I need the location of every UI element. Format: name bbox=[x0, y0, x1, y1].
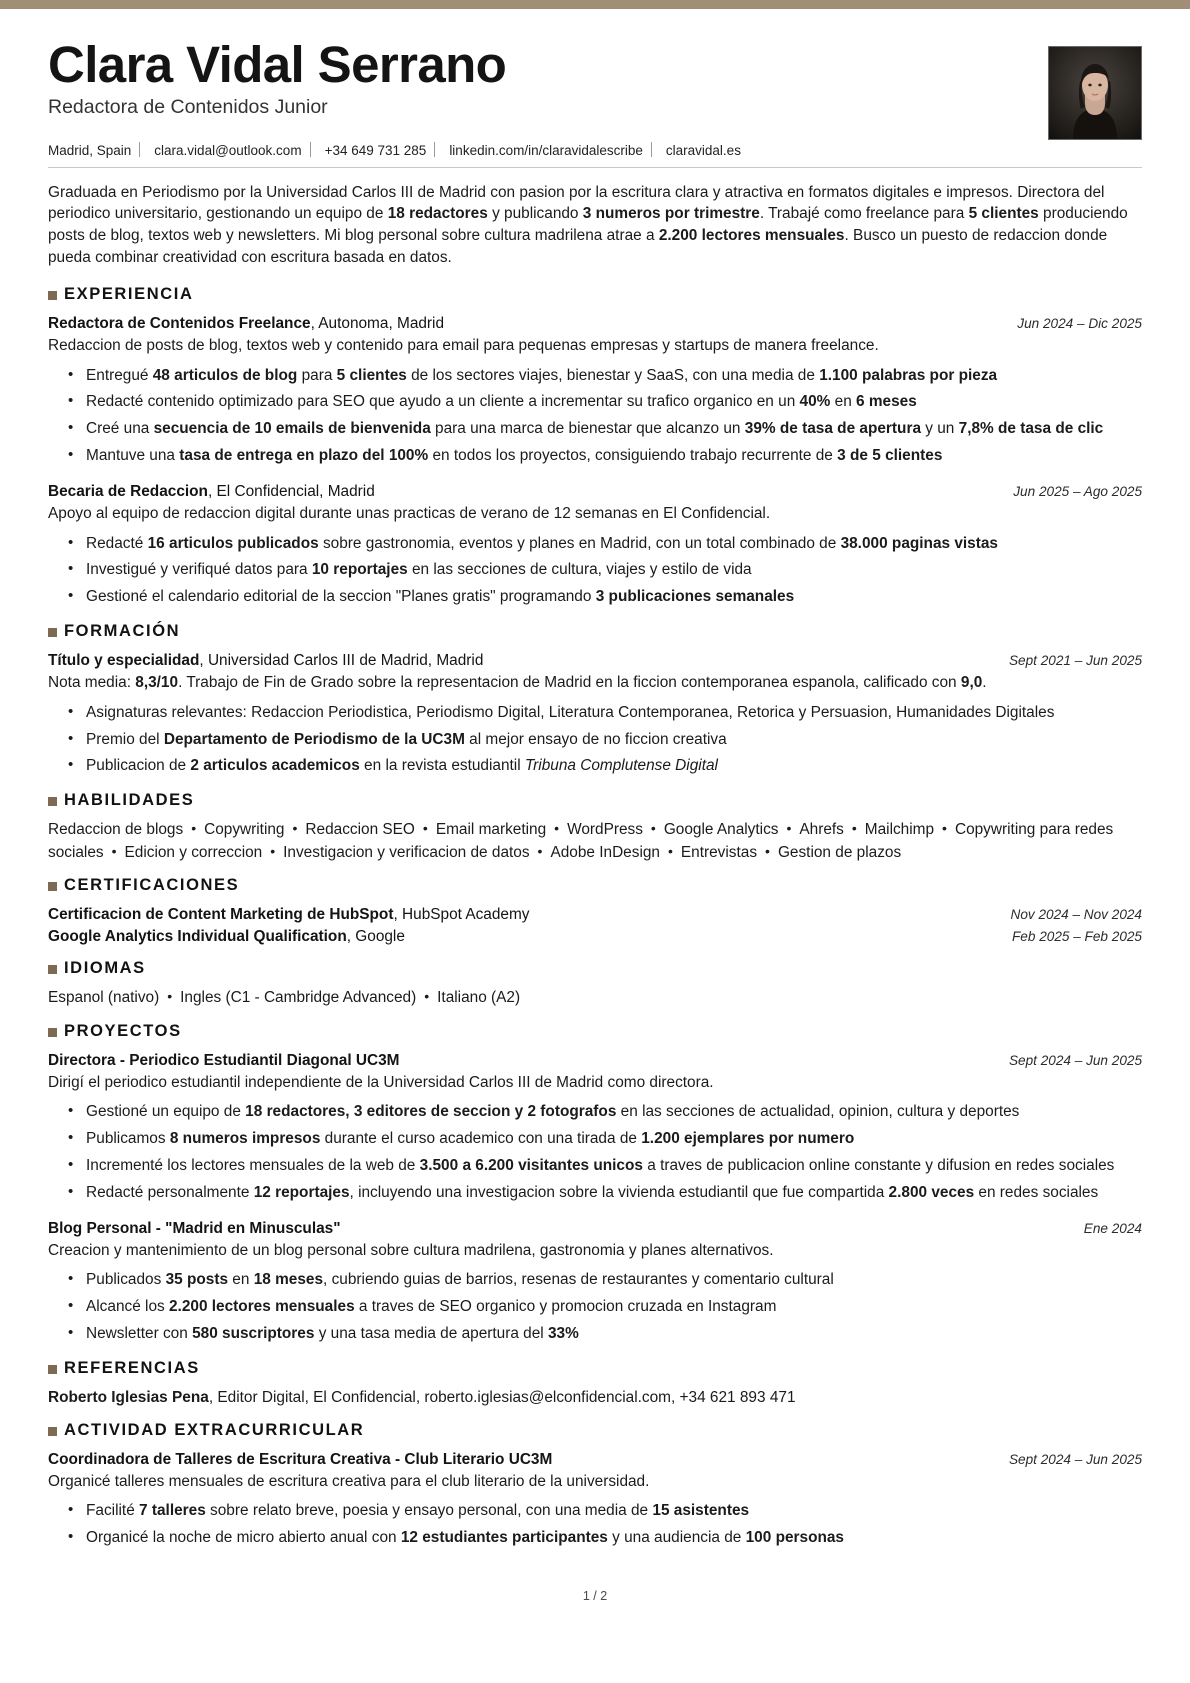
bullet-text: , cubriendo guias de barrios, resenas de restaurantes y comentario cultural bbox=[323, 1271, 834, 1289]
skills-list bbox=[48, 819, 1142, 864]
bullet-highlight: 12 estudiantes participantes bbox=[400, 1529, 608, 1547]
bullet-highlight: 100 personas bbox=[745, 1529, 844, 1547]
section-extracurricular bbox=[48, 1421, 1142, 1549]
entry-bullet-list bbox=[48, 1500, 1142, 1549]
bullet-text: sobre gastronomia, eventos y planes en Madrid, con un total combinado de bbox=[318, 534, 841, 552]
list-item bbox=[86, 755, 1142, 777]
section-header bbox=[48, 622, 1142, 641]
bullet-highlight: 580 suscriptores bbox=[192, 1325, 315, 1343]
entry bbox=[48, 313, 1142, 467]
square-marker-icon bbox=[48, 797, 57, 806]
entry bbox=[48, 1050, 1142, 1204]
certification-row bbox=[48, 926, 1142, 947]
certification-issuer: , Google bbox=[346, 928, 405, 946]
contact-divider bbox=[434, 142, 435, 157]
entry bbox=[48, 1218, 1142, 1345]
bullet-separator-icon: • bbox=[942, 820, 947, 837]
list-item bbox=[86, 418, 1142, 440]
bullet-text: Creé una bbox=[86, 420, 154, 438]
list-item: Copywriting bbox=[204, 821, 285, 839]
entry-role: Coordinadora de Talleres de Escritura Creativa - Club Literario UC3M bbox=[48, 1450, 553, 1468]
bullet-text: Publicamos bbox=[86, 1130, 170, 1148]
entry-role: Blog Personal - "Madrid en Minusculas" bbox=[48, 1219, 341, 1237]
list-item: Ingles (C1 - Cambridge Advanced) bbox=[180, 989, 417, 1007]
list-item bbox=[86, 445, 1142, 467]
entry-bullet-list bbox=[48, 1101, 1142, 1204]
bullet-text: Facilité bbox=[86, 1502, 140, 1520]
entry-header-row bbox=[48, 1449, 1142, 1470]
bullet-separator-icon: • bbox=[422, 820, 428, 837]
summary-text: y publicando bbox=[487, 205, 583, 223]
desc-text: . Trabajo de Fin de Grado sobre la representacion de Madrid en la ficcion contemporanea espanola, calificado con bbox=[178, 674, 961, 692]
bullet-text: en todos los proyectos, consiguiendo trabajo recurrente de bbox=[428, 447, 838, 465]
entry-date: Sept 2021 – Jun 2025 bbox=[1008, 653, 1142, 669]
section-proyectos bbox=[48, 1022, 1142, 1345]
bullet-highlight: 7,8% de tasa de clic bbox=[958, 420, 1104, 438]
certification-name: Google Analytics Individual Qualification bbox=[48, 928, 347, 946]
bullet-text: para una marca de bienestar que alcanzo un bbox=[430, 420, 745, 438]
entry-date: Sept 2024 – Jun 2025 bbox=[1008, 1451, 1142, 1467]
bullet-text: durante el curso academico con una tirada de bbox=[320, 1130, 642, 1148]
square-marker-icon bbox=[48, 628, 57, 637]
section-habilidades bbox=[48, 791, 1142, 864]
contact-bar bbox=[48, 140, 1142, 167]
bullet-separator-icon: • bbox=[851, 820, 857, 837]
bullet-italic: Tribuna Complutense Digital bbox=[524, 757, 718, 775]
square-marker-icon bbox=[48, 965, 57, 974]
professional-headline: Redactora de Contenidos Junior bbox=[48, 96, 328, 119]
section-header bbox=[48, 1359, 1142, 1378]
summary-highlight: 18 redactores bbox=[387, 205, 488, 223]
list-item: Ahrefs bbox=[799, 821, 844, 839]
list-item: Redaccion de blogs bbox=[48, 821, 184, 839]
bullet-highlight: Departamento de Periodismo de la UC3M bbox=[163, 730, 465, 748]
bullet-separator-icon: • bbox=[765, 842, 770, 859]
list-item bbox=[86, 1527, 1142, 1549]
bullet-highlight: 15 asistentes bbox=[652, 1502, 750, 1520]
entry-description: Apoyo al equipo de redaccion digital durante unas practicas de verano de 12 semanas en El Confidencial. bbox=[48, 505, 771, 523]
section-header bbox=[48, 876, 1142, 895]
entry-title bbox=[48, 1449, 993, 1470]
entry-header-row bbox=[48, 313, 1142, 334]
bullet-highlight: 1.100 palabras por pieza bbox=[819, 366, 998, 384]
entry-description: Redaccion de posts de blog, textos web y contenido para email para pequenas empresas y startups de manera freelance. bbox=[48, 337, 879, 355]
bullet-highlight: 12 reportajes bbox=[253, 1183, 350, 1201]
list-item bbox=[86, 1128, 1142, 1150]
square-marker-icon bbox=[48, 1028, 57, 1037]
bullet-separator-icon: • bbox=[111, 842, 117, 859]
summary-text: . Busco un puesto de redaccion donde pueda combinar creatividad con escritura basada en datos. bbox=[48, 227, 1108, 267]
list-item bbox=[86, 1500, 1142, 1522]
bullet-separator-icon: • bbox=[650, 820, 656, 837]
bullet-highlight: 10 reportajes bbox=[311, 561, 408, 579]
bullet-separator-icon: • bbox=[786, 820, 792, 837]
contact-email[interactable]: clara.vidal@outlook.com bbox=[154, 143, 302, 158]
bullet-text: Mantuve una bbox=[86, 447, 180, 465]
bullet-text: en las secciones de actualidad, opinion, cultura y deportes bbox=[616, 1103, 1020, 1121]
list-item bbox=[86, 729, 1142, 751]
section-title: CERTIFICACIONES bbox=[64, 875, 240, 894]
entry-header-row bbox=[48, 650, 1142, 671]
bullet-text: Publicacion de bbox=[86, 757, 191, 775]
section-title: FORMACIÓN bbox=[64, 622, 181, 641]
bullet-highlight: secuencia de 10 emails de bienvenida bbox=[153, 420, 431, 438]
section-title: REFERENCIAS bbox=[64, 1358, 200, 1377]
list-item: Entrevistas bbox=[680, 843, 758, 861]
list-item: Edicion y correccion bbox=[124, 843, 263, 861]
bullet-highlight: 7 talleres bbox=[139, 1502, 206, 1520]
bullet-highlight: 33% bbox=[548, 1325, 579, 1343]
list-item: Mailchimp bbox=[864, 821, 935, 839]
bullet-text: Publicados bbox=[86, 1271, 166, 1289]
professional-summary bbox=[48, 182, 1142, 270]
contact-divider bbox=[651, 142, 652, 157]
desc-highlight: 8,3/10 bbox=[135, 674, 179, 692]
bullet-text: Redacté personalmente bbox=[86, 1183, 254, 1201]
section-title: ACTIVIDAD EXTRACURRICULAR bbox=[64, 1420, 365, 1439]
bullet-text: de los sectores viajes, bienestar y SaaS, con una media de bbox=[406, 366, 820, 384]
bullet-text: Redacté contenido optimizado para SEO que ayudo a un cliente a incrementar su trafico organico en un bbox=[86, 393, 800, 411]
desc-text: . bbox=[982, 674, 987, 692]
section-certificaciones bbox=[48, 876, 1142, 948]
bullet-highlight: 48 articulos de blog bbox=[152, 366, 298, 384]
bullet-text: Incrementé los lectores mensuales de la web de bbox=[86, 1157, 420, 1175]
entry-bullet-list bbox=[48, 365, 1142, 468]
bullet-separator-icon: • bbox=[292, 820, 298, 837]
bullet-highlight: 3 de 5 clientes bbox=[837, 447, 943, 465]
contact-divider bbox=[139, 142, 140, 157]
certification-title bbox=[48, 926, 996, 947]
certification-name: Certificacion de Content Marketing de HubSpot bbox=[48, 905, 394, 923]
bullet-text: Gestioné el calendario editorial de la seccion "Planes gratis" programando bbox=[86, 588, 596, 606]
page-footer bbox=[48, 1563, 1142, 1621]
entry-date: Sept 2024 – Jun 2025 bbox=[1008, 1052, 1142, 1068]
bullet-highlight: 38.000 paginas vistas bbox=[840, 534, 998, 552]
bullet-text: , incluyendo una investigacion sobre la vivienda estudiantil que fue compartida bbox=[349, 1183, 889, 1201]
bullet-highlight: 18 meses bbox=[253, 1271, 324, 1289]
bullet-text: en las secciones de cultura, viajes y estilo de vida bbox=[407, 561, 752, 579]
reference-details: , Editor Digital, El Confidencial, roberto.iglesias@elconfidencial.com, +34 621 893 471 bbox=[208, 1388, 796, 1406]
bullet-separator-icon: • bbox=[191, 820, 197, 837]
bullet-highlight: 1.200 ejemplares por numero bbox=[641, 1130, 855, 1148]
bullet-highlight: 16 articulos publicados bbox=[147, 534, 319, 552]
list-item: Italiano (A2) bbox=[437, 989, 521, 1007]
bullet-text: Premio del bbox=[86, 730, 164, 748]
list-item: Email marketing bbox=[435, 821, 547, 839]
certificaciones-list bbox=[48, 904, 1142, 948]
header-text-block bbox=[48, 38, 1048, 135]
bullet-text: Entregué bbox=[86, 366, 153, 384]
contact-website[interactable]: claravidal.es bbox=[665, 143, 741, 158]
proyectos-entries bbox=[48, 1050, 1142, 1345]
certification-issuer: , HubSpot Academy bbox=[393, 905, 530, 923]
bullet-text: en la revista estudiantil bbox=[359, 757, 525, 775]
section-title: EXPERIENCIA bbox=[64, 285, 194, 304]
reference-entry bbox=[48, 1387, 1142, 1409]
bullet-highlight: 5 clientes bbox=[336, 366, 407, 384]
section-title: IDIOMAS bbox=[64, 959, 146, 978]
list-item: Google Analytics bbox=[663, 821, 779, 839]
entry-date: Jun 2024 – Dic 2025 bbox=[1017, 316, 1142, 332]
list-item bbox=[86, 533, 1142, 555]
certification-title bbox=[48, 904, 995, 925]
entry-description: Organicé talleres mensuales de escritura creativa para el club literario de la universidad. bbox=[48, 1473, 650, 1491]
list-item: Investigacion y verificacion de datos bbox=[283, 843, 530, 861]
section-header bbox=[48, 959, 1142, 978]
entry bbox=[48, 1449, 1142, 1549]
list-item: Gestion de plazos bbox=[777, 843, 902, 861]
languages-list bbox=[48, 987, 1142, 1009]
list-item: Espanol (nativo) bbox=[48, 989, 160, 1007]
section-formacion bbox=[48, 622, 1142, 777]
square-marker-icon bbox=[48, 1427, 57, 1436]
experiencia-entries bbox=[48, 313, 1142, 608]
bullet-text: Gestioné un equipo de bbox=[86, 1103, 246, 1121]
bullet-text: en bbox=[830, 393, 857, 411]
contact-phone[interactable]: +34 649 731 285 bbox=[324, 143, 427, 158]
list-item bbox=[86, 1296, 1142, 1318]
accent-top-bar bbox=[0, 0, 1190, 9]
bullet-text: y una tasa media de apertura del bbox=[314, 1325, 548, 1343]
square-marker-icon bbox=[48, 882, 57, 891]
bullet-separator-icon: • bbox=[424, 988, 430, 1005]
bullet-text: Investigué y verifiqué datos para bbox=[86, 561, 312, 579]
square-marker-icon bbox=[48, 1365, 57, 1374]
section-header bbox=[48, 285, 1142, 304]
section-header bbox=[48, 791, 1142, 810]
bullet-text: Newsletter con bbox=[86, 1325, 193, 1343]
portrait-illustration bbox=[1049, 47, 1141, 139]
entry-organization: , Universidad Carlos III de Madrid, Madrid bbox=[199, 652, 484, 670]
bullet-highlight: 6 meses bbox=[856, 393, 917, 411]
summary-text: . Trabajé como freelance para bbox=[759, 205, 969, 223]
bullet-text: Alcancé los bbox=[86, 1298, 169, 1316]
bullet-highlight: 3 publicaciones semanales bbox=[595, 588, 795, 606]
entry-header-row bbox=[48, 1218, 1142, 1239]
bullet-text: sobre relato breve, poesia y ensayo personal, con una media de bbox=[205, 1502, 653, 1520]
summary-highlight: 3 numeros por trimestre bbox=[582, 205, 760, 223]
list-item: Copywriting para redes sociales bbox=[48, 821, 1114, 861]
square-marker-icon bbox=[48, 291, 57, 300]
section-header bbox=[48, 1421, 1142, 1440]
entry-description bbox=[48, 672, 1142, 693]
entry-title bbox=[48, 481, 997, 502]
section-idiomas bbox=[48, 959, 1142, 1009]
entry-bullet-list bbox=[48, 533, 1142, 609]
entry-role: Título y especialidad bbox=[48, 652, 200, 670]
list-item bbox=[86, 1155, 1142, 1177]
section-referencias bbox=[48, 1359, 1142, 1409]
entry-organization: , El Confidencial, Madrid bbox=[207, 483, 375, 501]
section-title: PROYECTOS bbox=[64, 1021, 182, 1040]
contact-location: Madrid, Spain bbox=[48, 143, 132, 158]
reference-name: Roberto Iglesias Pena bbox=[48, 1388, 209, 1406]
certification-row bbox=[48, 904, 1142, 925]
list-item bbox=[86, 365, 1142, 387]
bullet-text: Organicé la noche de micro abierto anual con bbox=[86, 1529, 401, 1547]
entry-title bbox=[48, 313, 1001, 334]
entry-description: Dirigí el periodico estudiantil independiente de la Universidad Carlos III de Madrid como directora. bbox=[48, 1074, 714, 1092]
entry-bullet-list bbox=[48, 702, 1142, 778]
entry-description: Creacion y mantenimiento de un blog personal sobre cultura madrilena, gastronomia y planes alternativos. bbox=[48, 1242, 774, 1260]
bullet-text: en bbox=[228, 1271, 254, 1289]
entry bbox=[48, 481, 1142, 608]
desc-text: Nota media: bbox=[48, 674, 136, 692]
list-item bbox=[86, 586, 1142, 608]
bullet-highlight: 2.800 veces bbox=[888, 1183, 975, 1201]
bullet-text: y una audiencia de bbox=[607, 1529, 746, 1547]
list-item bbox=[86, 391, 1142, 413]
entry-date: Jun 2025 – Ago 2025 bbox=[1013, 484, 1142, 500]
bullet-text: y un bbox=[921, 420, 959, 438]
bullet-text: Asignaturas relevantes: Redaccion Periodistica, Periodismo Digital, Literatura Contemporanea, Retorica y Persuasion, Humanidades Digitales bbox=[86, 703, 1055, 721]
header-divider bbox=[48, 167, 1142, 168]
bullet-highlight: 3.500 a 6.200 visitantes unicos bbox=[419, 1157, 643, 1175]
bullet-highlight: 39% de tasa de apertura bbox=[744, 420, 921, 438]
bullet-highlight: 8 numeros impresos bbox=[169, 1130, 321, 1148]
summary-text: Graduada en Periodismo por la Universidad Carlos III de Madrid con pasion por la escritura clara y atractiva en formatos digitales e impresos. Directora del periodico universitario, gestionando un equipo de bbox=[48, 183, 1105, 223]
section-header bbox=[48, 1022, 1142, 1041]
list-item: Adobe InDesign bbox=[550, 843, 660, 861]
entry-title bbox=[48, 650, 993, 671]
list-item bbox=[86, 1323, 1142, 1345]
resume-header bbox=[48, 0, 1142, 140]
entry-role: Redactora de Contenidos Freelance bbox=[48, 315, 311, 333]
entry bbox=[48, 650, 1142, 777]
entry-organization: , Autonoma, Madrid bbox=[310, 315, 445, 333]
summary-highlight: 5 clientes bbox=[968, 205, 1039, 223]
desc-highlight: 9,0 bbox=[960, 674, 983, 692]
bullet-text: en redes sociales bbox=[974, 1183, 1099, 1201]
list-item bbox=[86, 1101, 1142, 1123]
bullet-highlight: tasa de entrega en plazo del 100% bbox=[179, 447, 429, 465]
contact-divider bbox=[310, 142, 311, 157]
section-title: HABILIDADES bbox=[64, 791, 195, 810]
bullet-separator-icon: • bbox=[554, 820, 560, 837]
bullet-text: a traves de SEO organico y promocion cruzada en Instagram bbox=[354, 1298, 777, 1316]
list-item: WordPress bbox=[567, 821, 643, 839]
entry-title bbox=[48, 1218, 1068, 1239]
bullet-text: Redacté bbox=[86, 534, 148, 552]
entry-header-row bbox=[48, 481, 1142, 502]
entry-role: Directora - Periodico Estudiantil Diagonal UC3M bbox=[48, 1051, 400, 1069]
summary-text: produciendo posts de blog, textos web y newsletters. Mi blog personal sobre cultura madrilena atrae a bbox=[48, 205, 1128, 245]
entry-title bbox=[48, 1050, 993, 1071]
certification-date: Feb 2025 – Feb 2025 bbox=[1012, 929, 1142, 945]
list-item bbox=[86, 702, 1142, 724]
list-item bbox=[86, 1269, 1142, 1291]
bullet-text: a traves de publicacion online constante y difusion en redes sociales bbox=[642, 1157, 1115, 1175]
entry-bullet-list bbox=[48, 1269, 1142, 1345]
bullet-highlight: 2.200 lectores mensuales bbox=[168, 1298, 355, 1316]
bullet-separator-icon: • bbox=[270, 842, 276, 859]
bullet-highlight: 2 articulos academicos bbox=[190, 757, 360, 775]
entry-role: Becaria de Redaccion bbox=[48, 483, 208, 501]
certification-date: Nov 2024 – Nov 2024 bbox=[1010, 906, 1142, 922]
list-item bbox=[86, 559, 1142, 581]
bullet-highlight: 40% bbox=[799, 393, 831, 411]
summary-highlight: 2.200 lectores mensuales bbox=[658, 227, 845, 245]
formacion-entries bbox=[48, 650, 1142, 777]
bullet-highlight: 35 posts bbox=[165, 1271, 229, 1289]
page-indicator: 1 / 2 bbox=[582, 1589, 608, 1604]
bullet-separator-icon: • bbox=[667, 842, 673, 859]
entry-date: Ene 2024 bbox=[1083, 1220, 1142, 1236]
entry-header-row bbox=[48, 1050, 1142, 1071]
list-item: Redaccion SEO bbox=[305, 821, 415, 839]
bullet-separator-icon: • bbox=[167, 988, 173, 1005]
extracurricular-entries bbox=[48, 1449, 1142, 1549]
bullet-separator-icon: • bbox=[537, 842, 543, 859]
section-experiencia bbox=[48, 285, 1142, 608]
bullet-text: al mejor ensayo de no ficcion creativa bbox=[464, 730, 727, 748]
contact-linkedin[interactable]: linkedin.com/in/claravidalescribe bbox=[449, 143, 643, 158]
list-item bbox=[86, 1182, 1142, 1204]
avatar bbox=[1048, 46, 1142, 140]
bullet-text: para bbox=[297, 366, 337, 384]
page-title: Clara Vidal Serrano bbox=[48, 36, 507, 93]
bullet-highlight: 18 redactores, 3 editores de seccion y 2 fotografos bbox=[245, 1103, 617, 1121]
